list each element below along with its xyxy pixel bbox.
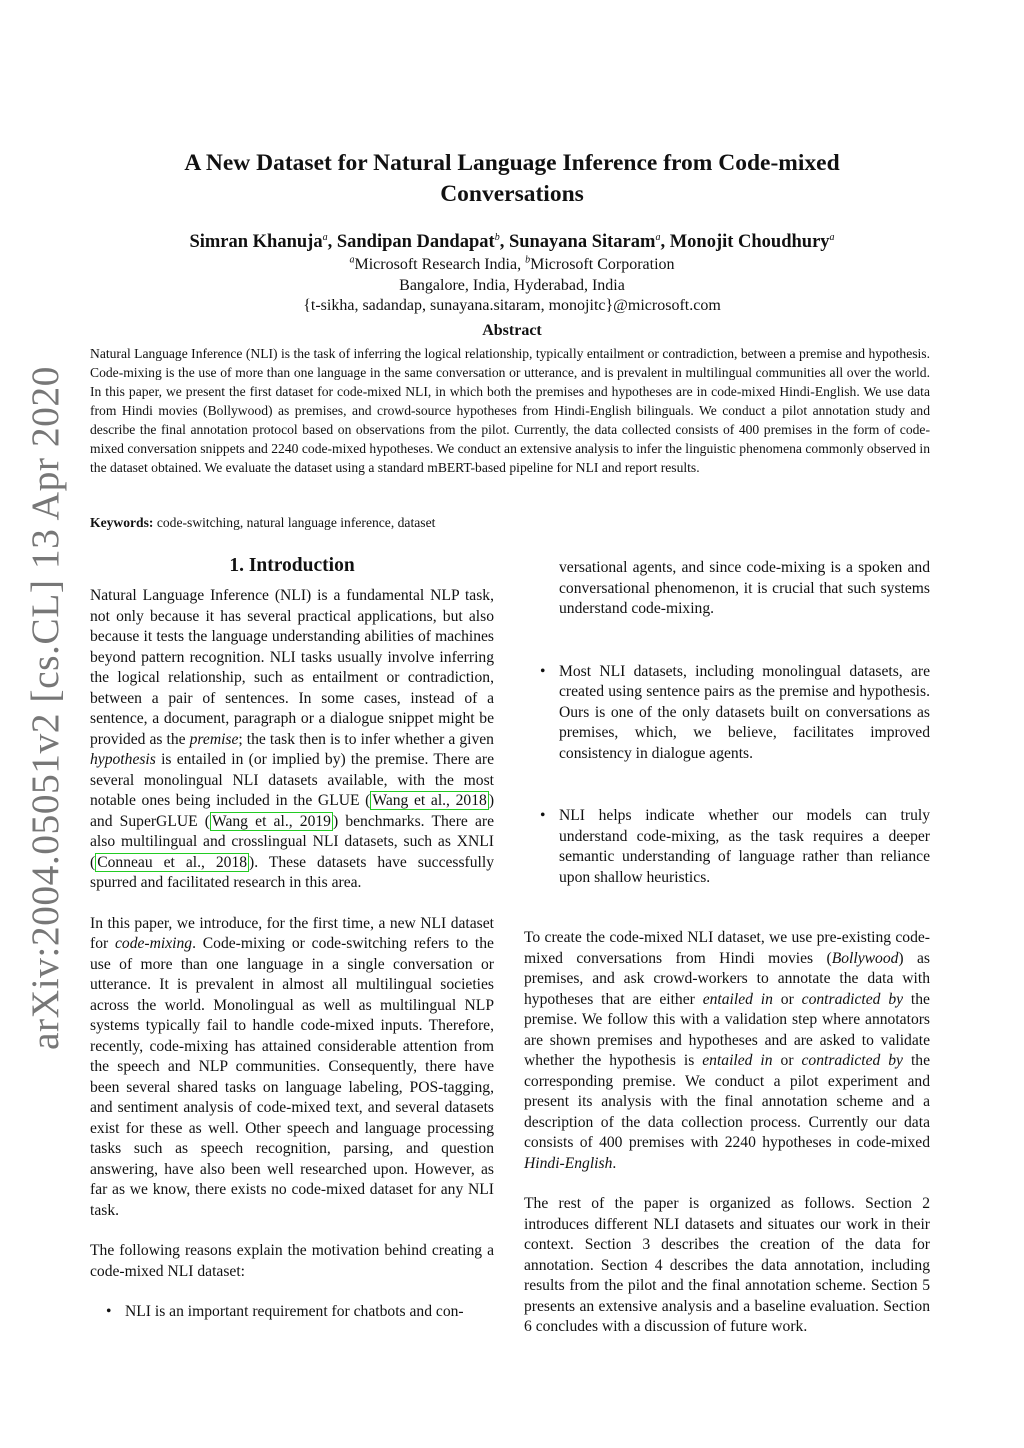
affil-mark-b: b (525, 254, 531, 266)
abstract-text: Natural Language Inference (NLI) is the task of inferring the logical relationship, typically entailment or contradiction, between a premise and hypothesis. Code-mixing is the use of more than one language in the same conversation or utterance, and is prevalent in multilingual communities all over the world. In this paper, we present the first dataset for code-mixed NLI, in which both the premises and hypotheses are in code-mixed Hindi-English. We use data from Hindi movies (Bollywood) as premises, and crowd-source hypotheses from Hindi-English bilinguals. We conduct a pilot annotation study and describe the final annotation protocol based on observations from the pilot. Currently, the data collected consists of 400 premises in the form of code-mixed conversation snippets and 2240 code-mixed hypotheses. We conduct an extensive analysis to infer the linguistic phenomena commonly observed in the dataset obtained. We evaluate the dataset using a standard mBERT-based pipeline for NLI and report results. (90, 346, 930, 475)
affil-mark-a: a (349, 254, 355, 266)
intro-paragraph-3: The following reasons explain the motivation behind creating a code-mixed NLI dataset: (90, 1242, 494, 1280)
author-2: , Sandipan Dandapat (327, 232, 495, 252)
abstract-heading: Abstract (482, 322, 542, 339)
citation-wang-2018[interactable]: Wang et al., 2018 (372, 792, 487, 809)
left-column (90, 586, 494, 1323)
author-2-affil-mark: b (494, 231, 500, 243)
bullet-icon: • (540, 807, 546, 824)
intro-paragraph-5: The rest of the paper is organized as follows. Section 2 introduces different NLI datasets and situates our work in their context. Section 3 describes the creation of the data for annotation. Section 4 describes the data annotation, including results from the pilot and the final annotation scheme. Section 5 presents an extensive analysis and a baseline evaluation. Section 6 concludes with a discussion of future work. (524, 1195, 930, 1335)
author-1: Simran Khanuja (189, 232, 323, 252)
paper-title (100, 148, 924, 210)
bullet-item-understanding: • NLI helps indicate whether our models can truly understand code-mixing, as the task requires a deeper semantic understanding of language rather than reliance upon shallow heuristics. (540, 807, 930, 886)
term-hypothesis: hypothesis (90, 751, 156, 768)
bullet-item-chatbots-continued: versational agents, and since code-mixing is a spoken and conversational phenomenon, it is crucial that such systems understand code-mixing. (559, 559, 930, 617)
bullet-item-conversations: • Most NLI datasets, including monolingual datasets, are created using sentence pairs as the premise and hypothesis. Ours is one of the only datasets built on conversations as premises, which, we believe, facilitates improved consistency in dialogue agents. (540, 662, 930, 762)
citation-wang-2019[interactable]: Wang et al., 2019 (212, 812, 331, 830)
author-3: , Sunayana Sitaram (499, 232, 656, 252)
author-emails: {t-sikha, sadandap, sunayana.sitaram, monojitc}@microsoft.com (303, 297, 721, 314)
keywords-list: code-switching, natural language inference, dataset (153, 515, 436, 530)
keywords-label: Keywords: (90, 515, 154, 530)
title-line-1: A New Dataset for Natural Language Inference from Code-mixed (184, 150, 840, 176)
author-1-affil-mark: a (322, 231, 328, 243)
intro-paragraph-4: To create the code-mixed NLI dataset, we use pre-existing code-mixed conversations from Hindi movies (Bollywood) as premises, and ask crowd-workers to annotate the data with hypotheses that are either entailed in or contradicted by the premise. We follow this with a validation step where annotators are shown premises and hypotheses and are asked to validate whether the hypothesis is entailed in or contradicted by the corresponding premise. We conduct a pilot experiment and present its analysis with the final annotation scheme and a description of the data collection process. Currently our data consists of 400 premises with 2240 hypotheses in code-mixed Hindi-English. (524, 929, 930, 1172)
keywords (90, 513, 930, 532)
section-heading-introduction: 1. Introduction (229, 555, 355, 576)
author-list (60, 230, 964, 254)
author-4: , Monojit Choudhury (660, 232, 830, 252)
intro-paragraph-2: In this paper, we introduce, for the first time, a new NLI dataset for code-mixing. Code-mixing or code-switching refers to the use of more than one language in a single conversation or utterance. It is prevalent in almost all multilingual societies across the world. Monolingual as well as multilingual NLP systems typically fail to handle code-mixed inputs. Therefore, recently, code-mixing has attained considerable attention from the speech and NLP communities. Consequently, there have been several shared tasks on language labeling, POS-tagging, and sentiment analysis of code-mixed text, and several datasets exist for these as well. Other speech and language processing tasks such as speech recognition, parsing, and question answering, have also been well researched upon. However, as far as we know, there exists no code-mixed dataset for any NLI task. (90, 914, 494, 1219)
term-code-mixing: code-mixing (114, 935, 193, 952)
bullet-icon: • (106, 1303, 112, 1320)
intro-paragraph-1: Natural Language Inference (NLI) is a fundamental NLP task, not only because it has several practical applications, but also because it tests the language understanding abilities of machines beyond pattern recognition. NLI tasks usually involve inferring the logical relationship, such as entailment or contradiction, between a pair of sentences. In some cases, instead of a sentence, a document, paragraph or a dialogue snippet might be provided as the premise; the task then is to infer whether a given hypothesis is entailed in (or implied by) the premise. There are several monolingual NLI datasets available, with the most notable ones being included in the GLUE ( Wang et al., 2018 ) and SuperGLUE ( Wang et al., 2019 ) benchmarks. There are also multilingual and crosslingual NLI datasets, such as XNLI ( Conneau et al., 2018 ). These datasets have successfully spurred and facilitated research in this area. (90, 587, 495, 891)
arxiv-stamp: arXiv:2004.05051v2 [cs.CL] 13 Apr 2020 (23, 366, 67, 1050)
bullet-icon: • (540, 662, 546, 680)
author-3-affil-mark: a (655, 231, 661, 243)
title-line-2: Conversations (440, 181, 584, 207)
author-4-affil-mark: a (829, 231, 835, 243)
bullet-item-chatbots: • NLI is an important requirement for chatbots and con- (90, 1302, 494, 1323)
affiliation-microsoft: Microsoft Corporation (530, 256, 675, 273)
term-premise: premise (189, 730, 239, 748)
affiliation-msr: Microsoft Research India, (354, 256, 526, 273)
right-column (524, 558, 930, 1358)
affiliation-line-2: Bangalore, India, Hyderabad, India (399, 277, 625, 294)
affiliation-line-1 (100, 255, 924, 275)
citation-conneau-2018[interactable]: Conneau et al., 2018 (97, 853, 248, 871)
